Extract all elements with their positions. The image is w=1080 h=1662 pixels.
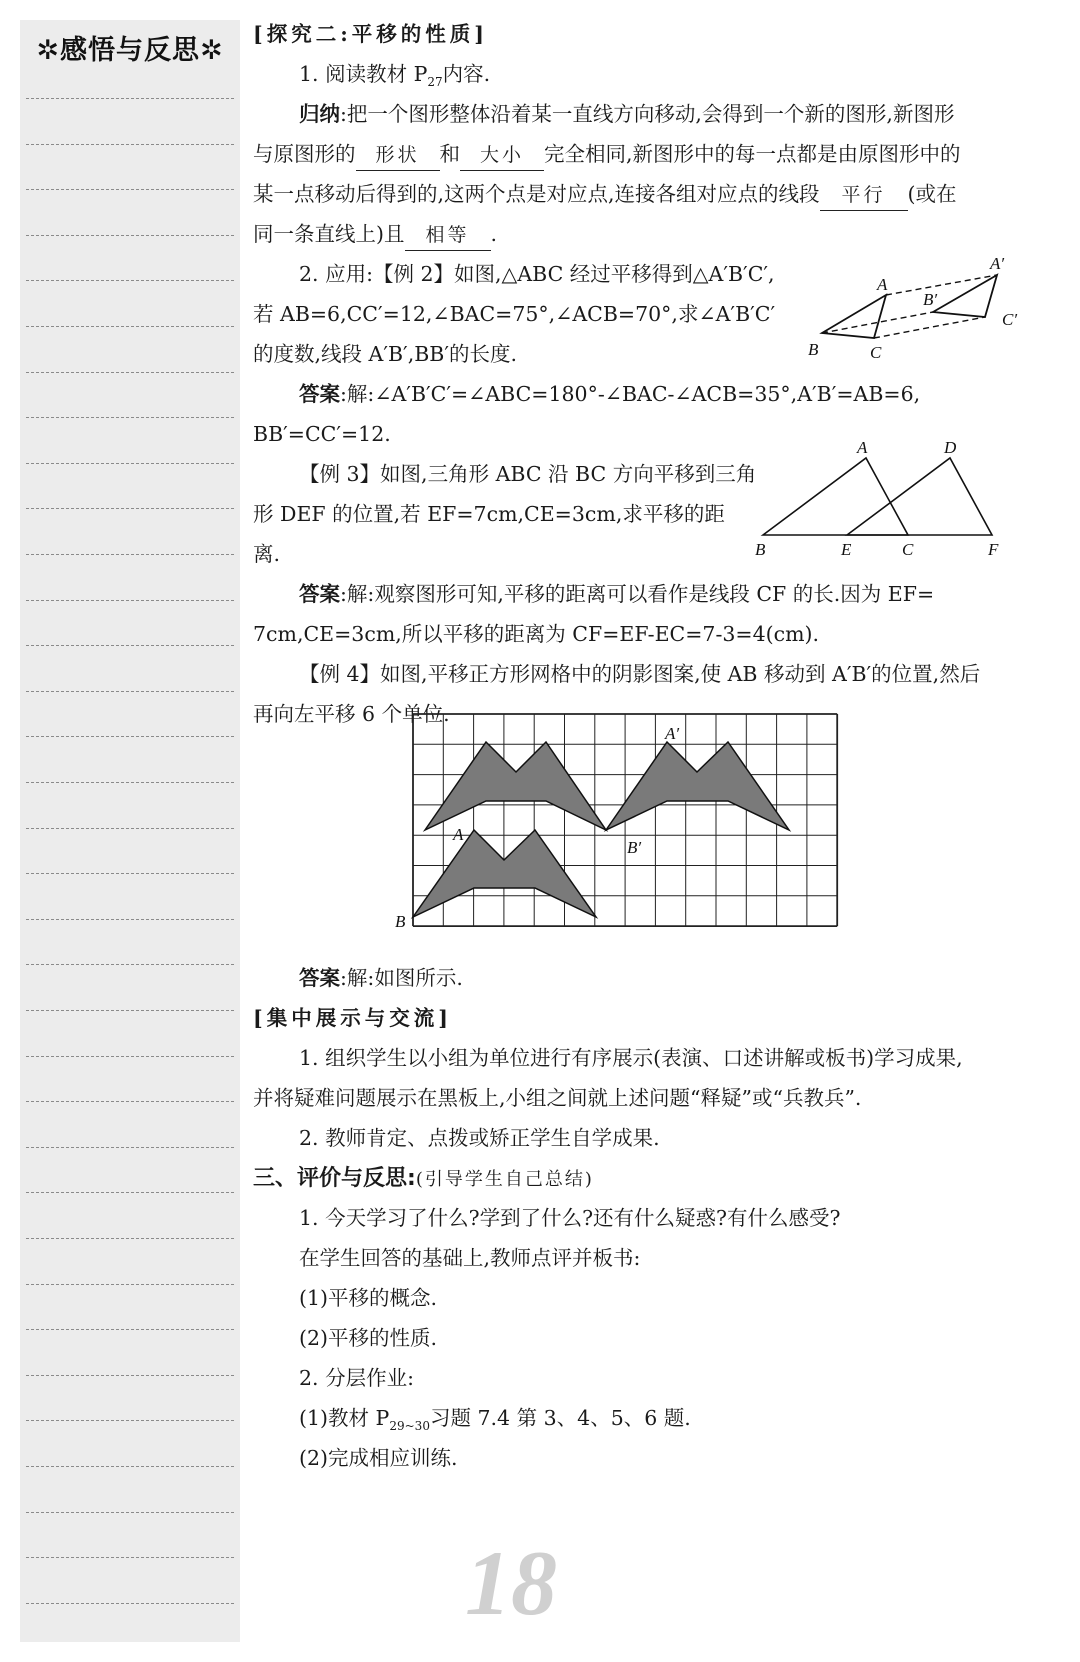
- example3-line3: 离.: [253, 542, 281, 566]
- sidebar-note-line: [26, 1192, 234, 1193]
- summary-label: 归纳: [299, 102, 340, 126]
- answer-label: 答案: [299, 582, 340, 606]
- sidebar-note-line: [26, 964, 234, 965]
- section-heading-explore2: [探究二:平移的性质]: [253, 22, 488, 46]
- label-A: A: [453, 825, 464, 844]
- example4-answer: 答案:解:如图所示.: [299, 966, 463, 990]
- summary-line1: 归纳:把一个图形整体沿着某一直线方向移动,会得到一个新的图形,新图形: [299, 102, 955, 126]
- shaded-shape-original: [413, 830, 596, 917]
- sidebar-note-line: [26, 235, 234, 236]
- sidebar-note-line: [26, 417, 234, 418]
- sidebar-note-line: [26, 554, 234, 555]
- summary-line3: 某一点移动后得到的,这两个点是对应点,连接各组对应点的线段 平行 (或在: [253, 174, 1063, 214]
- example3-line2: 形 DEF 的位置,若 EF=7cm,CE=3cm,求平移的距: [253, 502, 725, 526]
- label-A-prime: A′: [990, 255, 1005, 273]
- label-C: C: [870, 343, 882, 362]
- sidebar-note-line: [26, 1101, 234, 1102]
- example3-figure: [755, 438, 1030, 563]
- section3-item1-sub: 在学生回答的基础上,教师点评并板书:: [299, 1246, 641, 1270]
- sidebar-note-line: [26, 1056, 234, 1057]
- show-item1-line1: 1. 组织学生以小组为单位进行有序展示(表演、口述讲解或板书)学习成果,: [299, 1046, 963, 1070]
- sidebar-note-line: [26, 189, 234, 190]
- show-item1-line2: 并将疑难问题展示在黑板上,小组之间就上述问题“释疑”或“兵教兵”.: [253, 1086, 862, 1110]
- sidebar-note-line: [26, 1284, 234, 1285]
- section3-item2-b: (2)完成相应训练.: [299, 1446, 458, 1470]
- example2-line1: 2. 应用:【例 2】如图,△ABC 经过平移得到△A′B′C′,: [299, 262, 775, 286]
- example3-line1: 【例 3】如图,三角形 ABC 沿 BC 方向平移到三角: [299, 462, 757, 486]
- sidebar-note-line: [26, 782, 234, 783]
- sidebar-note-line: [26, 1512, 234, 1513]
- item1-read: 1. 阅读教材 $P_{27}$内容.: [299, 62, 491, 90]
- label-B-prime: B′: [923, 290, 938, 309]
- sidebar-note-line: [26, 736, 234, 737]
- sidebar-title: ✲感悟与反思✲: [36, 35, 224, 66]
- sidebar-note-line: [26, 1466, 234, 1467]
- sidebar-note-line: [26, 463, 234, 464]
- example2-answer-line2: BB′=CC′=12.: [253, 422, 391, 446]
- sidebar-note-line: [26, 1238, 234, 1239]
- sidebar-note-line: [26, 873, 234, 874]
- sidebar-note-line: [26, 98, 234, 99]
- page-number: 18: [465, 1532, 557, 1634]
- triangle-abc: [763, 458, 908, 535]
- label-C-prime: C′: [1002, 310, 1018, 329]
- label-A-prime: A′: [665, 724, 680, 743]
- example4-line1: 【例 4】如图,平移正方形网格中的阴影图案,使 AB 移动到 A′B′的位置,然后: [299, 662, 981, 686]
- shaded-shape-translated: [606, 742, 789, 830]
- reflection-sidebar: [20, 20, 240, 1642]
- example4-line2: 再向左平移 6 个单位.: [253, 702, 450, 726]
- fill-blank-equal: 相等: [405, 220, 491, 251]
- section3-item2: 2. 分层作业:: [299, 1366, 414, 1390]
- triangle-def: [847, 458, 992, 535]
- sidebar-note-line: [26, 144, 234, 145]
- label-B: B: [395, 912, 406, 931]
- sidebar-note-line: [26, 1375, 234, 1376]
- sidebar-note-line: [26, 1557, 234, 1558]
- section3-item2-a: (1)教材 $P_{29\sim 30}$习题 7.4 第 3、4、5、6 题.: [299, 1406, 691, 1434]
- sidebar-note-line: [26, 508, 234, 509]
- answer-label: 答案: [299, 966, 340, 990]
- sidebar-note-line: [26, 326, 234, 327]
- summary-line2: 与原图形的 形状 和 大小 完全相同,新图形中的每一点都是由原图形中的: [253, 134, 1063, 174]
- label-D: D: [944, 438, 957, 457]
- sidebar-note-line: [26, 645, 234, 646]
- section3-item1-b: (2)平移的性质.: [299, 1326, 438, 1350]
- sidebar-note-line: [26, 1603, 234, 1604]
- fill-blank-parallel: 平行: [820, 180, 908, 211]
- sidebar-note-line: [26, 919, 234, 920]
- sidebar-note-line: [26, 372, 234, 373]
- fill-blank-size: 大小: [460, 140, 544, 171]
- sidebar-note-line: [26, 280, 234, 281]
- section3-item1: 1. 今天学习了什么?学到了什么?还有什么疑惑?有什么感受?: [299, 1206, 841, 1230]
- example3-answer-line2: 7cm,CE=3cm,所以平移的距离为 CF=EF-EC=7-3=4(cm).: [253, 622, 820, 646]
- shaded-shape-left: [425, 742, 606, 830]
- label-E: E: [841, 540, 852, 559]
- example2-line2: 若 AB=6,CC′=12,∠BAC=75°,∠ACB=70°,求∠A′B′C′: [253, 302, 776, 326]
- label-B-prime: B′: [627, 838, 642, 857]
- label-C: C: [902, 540, 914, 559]
- label-F: F: [988, 540, 999, 559]
- label-A: A: [857, 438, 868, 457]
- example2-answer-line1: 答案:解:∠A′B′C′=∠ABC=180°-∠BAC-∠ACB=35°,A′B′=AB=6,: [299, 382, 921, 406]
- label-B: B: [755, 540, 766, 559]
- label-B: B: [808, 340, 819, 359]
- example2-figure: [790, 255, 1030, 370]
- sidebar-note-line: [26, 1420, 234, 1421]
- section3-item1-a: (1)平移的概念.: [299, 1286, 438, 1310]
- example4-grid-figure: [395, 712, 855, 937]
- label-A: A: [877, 275, 888, 294]
- sidebar-note-line: [26, 828, 234, 829]
- example2-line3: 的度数,线段 A′B′,BB′的长度.: [253, 342, 518, 366]
- answer-label: 答案: [299, 382, 340, 406]
- sidebar-note-line: [26, 600, 234, 601]
- sidebar-note-line: [26, 1329, 234, 1330]
- triangle-abc: [822, 295, 886, 338]
- sidebar-note-line: [26, 1010, 234, 1011]
- section3-heading: 三、评价与反思:(引导学生自己总结): [253, 1166, 594, 1191]
- fill-blank-shape: 形状: [356, 140, 440, 171]
- section-heading-show: [集中展示与交流]: [253, 1006, 452, 1030]
- sidebar-note-line: [26, 1147, 234, 1148]
- example3-answer-line1: 答案:解:观察图形可知,平移的距离可以看作是线段 CF 的长.因为 EF=: [299, 582, 935, 606]
- segment-cc1: [874, 317, 985, 338]
- show-item2: 2. 教师肯定、点拨或矫正学生自学成果.: [299, 1126, 660, 1150]
- summary-line4: 同一条直线上)且 相等 .: [253, 214, 1063, 254]
- sidebar-note-line: [26, 691, 234, 692]
